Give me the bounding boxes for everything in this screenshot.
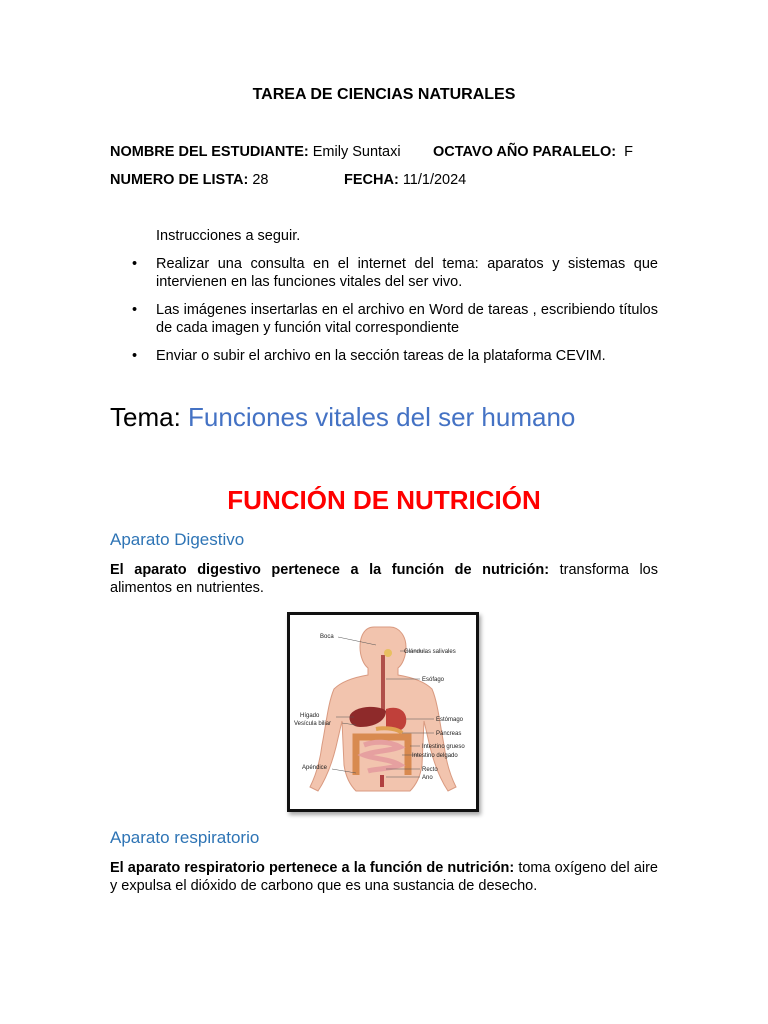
bullet-icon: • [132,302,138,318]
label-grueso: Intestino grueso [422,744,465,750]
list-item: • Enviar o subir el archivo en la sección tareas de la plataforma CEVIM. [132,348,606,364]
function-heading: FUNCIÓN DE NUTRICIÓN [227,485,541,515]
label-vesicula: Vesícula biliar [294,721,332,727]
label-recto: Recto [422,767,438,773]
document-title: TAREA DE CIENCIAS NATURALES [252,86,516,103]
date-value: 11/1/2024 [402,172,467,188]
respiratory-heading: Aparato respiratorio [110,828,260,847]
label-apendice: Apéndice [302,765,328,771]
respiratory-text: toma oxígeno del aire y expulsa el dióxido de carbono que es una sustancia de desecho. [110,860,658,894]
label-delgado: Intestino delgado [412,753,458,759]
student-name-label: NOMBRE DEL ESTUDIANTE: [110,144,309,160]
label-estomago: Estómago [436,717,464,723]
list-item: • Realizar una consulta en el internet del tema: aparatos y sistemas que intervienen en las funciones vitales del ser vivo. [132,256,658,290]
bullet-icon: • [132,256,138,272]
label-boca: Boca [320,634,334,640]
digestive-heading: Aparato Digestivo [110,530,245,549]
topic-value: Funciones vitales del ser humano [188,402,576,432]
instructions-list [110,255,658,375]
topic-label: Tema: [110,402,181,432]
student-name-line [110,144,401,160]
date-line [344,172,466,188]
respiratory-bold: El aparato respiratorio pertenece a la función de nutrición: [110,860,515,876]
student-name-value: Emily Suntaxi [312,144,401,160]
bullet-icon: • [132,348,138,364]
label-higado: Hígado [300,713,320,719]
date-label: FECHA: [344,172,399,188]
digestive-system-image [287,612,479,812]
list-item: • Las imágenes insertarlas en el archivo en Word de tareas , escribiendo títulos de cada imagen y función vital correspondiente [132,302,658,336]
grade-label: OCTAVO AÑO PARALELO: [433,144,617,160]
label-pancreas: Páncreas [436,731,462,737]
digestive-text: transforma los alimentos en nutrientes. [110,562,658,596]
list-number-value: 28 [252,172,269,188]
instructions-heading: Instrucciones a seguir. [156,228,301,244]
label-ano: Ano [422,775,433,781]
digestive-bold: El aparato digestivo pertenece a la función de nutrición: [110,562,550,578]
list-number-line [110,172,268,188]
digestive-system-illustration [290,615,476,809]
digestive-paragraph [110,561,658,597]
grade-value: F [624,144,634,160]
list-number-label: NUMERO DE LISTA: [110,172,249,188]
label-glandulas: Glándulas salivales [404,649,456,655]
respiratory-paragraph [110,859,658,895]
grade-line [433,144,633,160]
topic-heading [110,402,575,433]
label-esofago: Esófago [422,677,445,683]
